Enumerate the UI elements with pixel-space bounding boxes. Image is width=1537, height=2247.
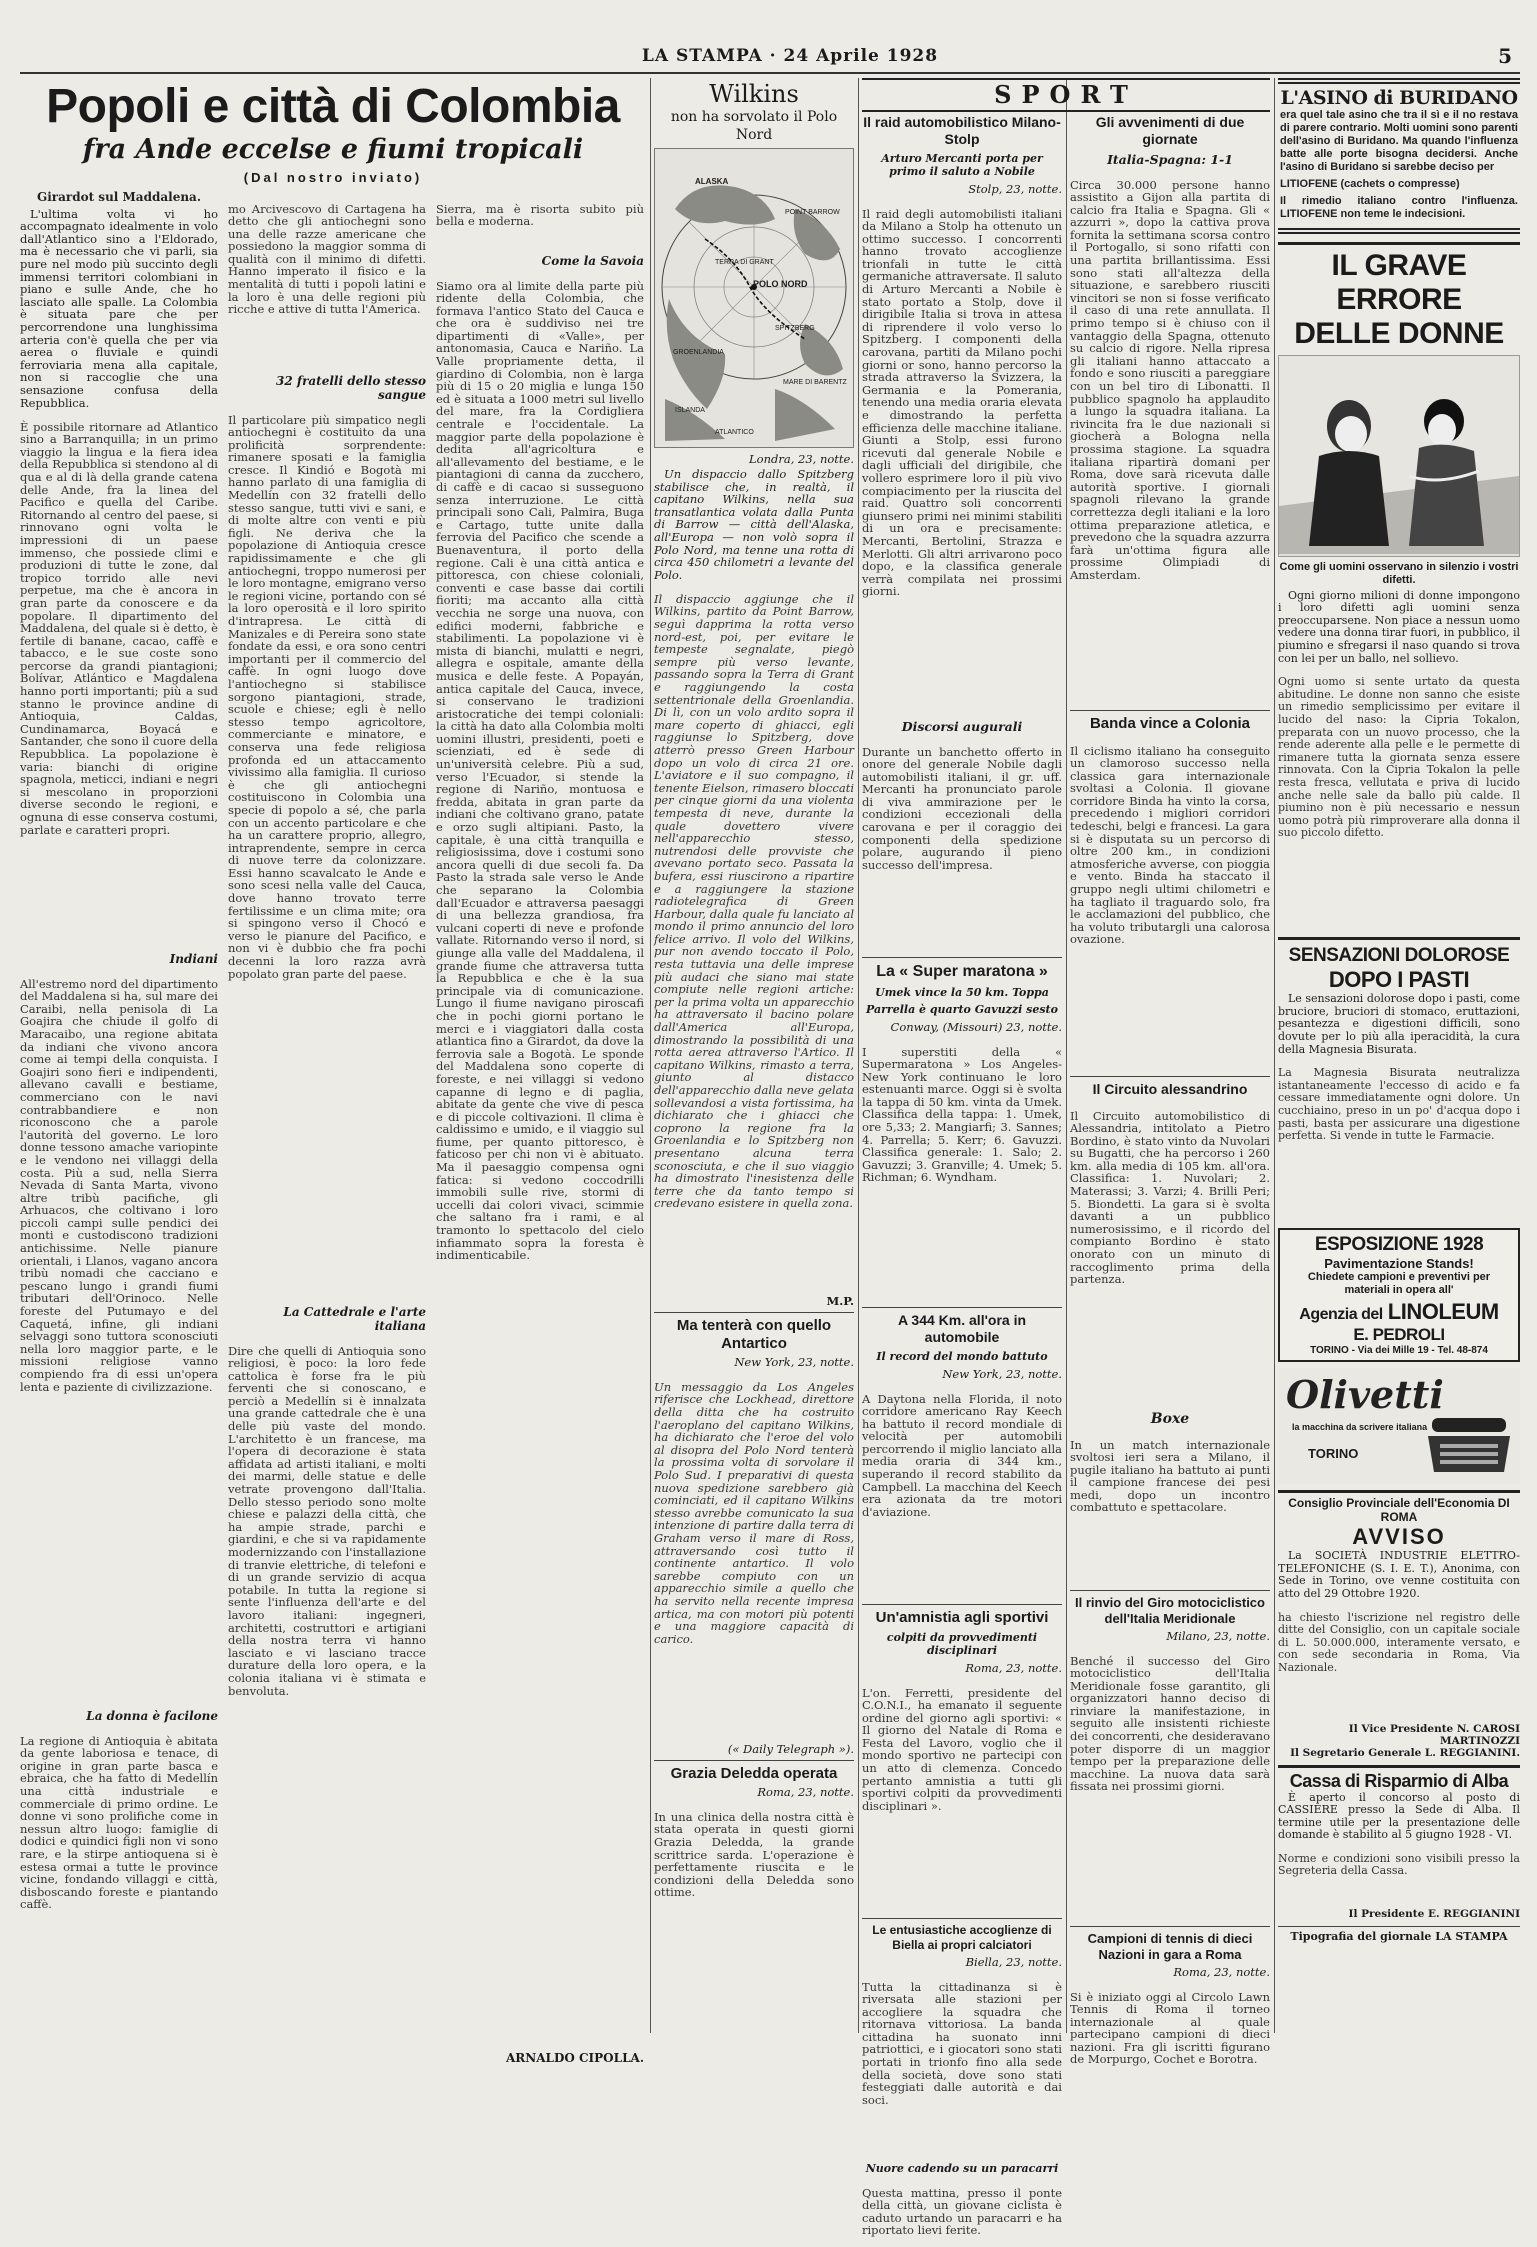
linoleum-prefix: Agenzia del xyxy=(1299,1306,1383,1324)
wilkins-column xyxy=(654,78,854,2038)
amnistia-text-block: L'on. Ferretti, presidente del C.O.N.I., ha emanato il seguente ordine del giorno agli sportivi: « Il giorno del Natale di Roma e Festa del Lavoro, voglio che il mondo sportivo ne partecipi con un atto di clemenza. Concedo pertanto amnistia a tutti gli sportivi colpiti da provvedimenti disciplinari ». xyxy=(862,1685,1062,1813)
raid-text-block: Il raid degli automobilisti italiani da Milano a Stolp ha ottenuto un ottimo successo. I concorrenti hanno trovato accoglienze trionfali in tutte le città germaniche attraversate. Il saluto di Arturo Mercanti a Nobile è stato portato a Stolp, dove il dirigibile Italia si trova in attesa di riprendere il volo verso lo Spitzberg. I componenti della carovana, partiti da Milano pochi giorni or sono, hanno percorso la strada attraverso la Svizzera, la Germania e la Pomerania, tenendo una media oraria elevata e dimostrando la perfetta efficienza delle macchine italiane. Giunti a Stolp, essi furono ricevuti dal generale Nobile e dagli ufficiali del dirigibile, che vollero esprimere loro il più vivo compiacimento per la riuscita del raid. Quattro soli concorrenti giunsero primi nei minimi stabiliti di un ora e precisamente: Mercanti, Bertolini, Strazza e Merlotti. Gli altri arrivarono poco dopo, e la classifica generale verrà compilata nei prossimi giorni. xyxy=(862,206,1062,599)
maratona-dateline: Conway, (Missouri) 23, notte. xyxy=(890,1020,1062,1034)
avviso-signature-2: Il Segretario Generale L. REGGIANINI. xyxy=(1290,1746,1520,1759)
sport-banner-text: SPORT xyxy=(994,80,1138,109)
ads-column xyxy=(1278,78,1520,2038)
couple-illustration xyxy=(1279,356,1519,554)
biella-text-block: Tutta la cittadinanza si è riversata alle stazioni per accogliere la squadra che ritornava vittoriosa. La banda cittadina ha suonato inni patriottici, e i giocatori sono stati portati in trionfo fino alla sede della società, dove sono stati festeggiati dalle autorità e dai soci. xyxy=(862,1979,1062,2107)
deledda-title: Grazia Deledda operata xyxy=(670,1765,838,1783)
article-title: Popoli e città di Colombia xyxy=(46,80,620,133)
consiglio-title: Consiglio Provinciale dell'Economia DI ROMA xyxy=(1288,1496,1510,1525)
antartico-text-block: Un messaggio da Los Angeles riferisce che Lockhead, direttore della ditta che ha costruito l'aeroplano del capitano Wilkins, ha dichiarato che l'eroe del volo al disopra del Polo Nord tenterà la prossima volta di sorvolare il Polo Sud. I preparativi di questa nuova spedizione sarebbero già cominciati, ed il capitano Wilkins stesso avrebbe comunicato la sua intenzione di partire dalla terra di Graham verso il mare di Ross, attraversando così tutto il continente antartico. Il volo sarebbe compiuto con un apparecchio simile a quello che ha servito nella recente impresa artica, ma con motori più potenti e una maggiore capacità di carico. xyxy=(654,1379,854,1646)
wilkins-subtitle: non ha sorvolato il Polo Nord xyxy=(670,109,838,143)
auto-dateline: New York, 23, notte. xyxy=(942,1367,1062,1381)
sport-column xyxy=(1070,114,1270,2067)
map-label-place: SPITZBERG xyxy=(775,325,815,332)
article-column xyxy=(20,191,218,2041)
antartico-signature: M.P. xyxy=(826,1294,854,1309)
banda-title: Banda vince a Colonia xyxy=(1089,715,1251,732)
section-heading: Indiani xyxy=(169,952,218,967)
linoleum-line xyxy=(1286,1299,1512,1325)
column-rule xyxy=(858,78,859,2033)
map-label-place: ISLANDA xyxy=(675,407,705,414)
amnistia-subtitle: colpiti da provvedimenti disciplinari xyxy=(886,1631,1038,1657)
article-body xyxy=(20,190,646,2065)
errore-text: Ogni giorno milioni di donne impongono i loro difetti agli uomini senza preoccuparsene. Non piace a nessun uomo vedere una donna tirar fuori, in pubblico, il piumino e sfregarsi il naso quando si trova con lei per un ballo, nel sollievo. xyxy=(1278,588,1520,665)
alba-title: Cassa di Risparmio di Alba xyxy=(1289,1770,1509,1791)
article-separator xyxy=(862,1604,1062,1605)
errore-text-block: Ogni uomo si sente urtato da questa abitudine. Le donne non sanno che esiste un rimedio semplicissimo per evitare il lucido del naso: la Cipria Tokalon, preparata con un nuovo processo, che la rende aderente alla pelle e le permette di rimanere tutta la giornata senza essere rinnovata. Con la Cipria Tokalon la pelle resta fresca, vellutata e priva di lucido anche nelle sale da ballo più calde. Il piumino non è più necessario e nessun uomo potrà più rimproverare alla donna il suo piccolo difetto. xyxy=(1278,675,1520,840)
asino-ad xyxy=(1278,78,1520,234)
auto-title: A 344 Km. all'ora in automobile xyxy=(897,1312,1027,1345)
deledda-dateline: Roma, 23, notte. xyxy=(757,1785,854,1800)
auto-subtitle: Il record del mondo battuto xyxy=(876,1350,1048,1363)
issue-date: 24 Aprile 1928 xyxy=(783,46,939,66)
avviso-text-block: ha chiesto l'iscrizione nel registro delle ditte del Consiglio, con un capitale sociale di L. 50.000.000, interamente versato, e con sede secondaria in Roma, Via Nazionale. xyxy=(1278,1610,1520,1674)
column-rule xyxy=(1274,78,1275,2033)
tennis-text-block: Si è iniziato oggi al Circolo Lawn Tennis di Roma il torneo internazionale al quale partecipano campioni di dieci nazioni. Fra gli iscritti figurano de Morpurgo, Cochet e Borotra. xyxy=(1070,1989,1270,2067)
article-subtitle: fra Ande eccelse e fiumi tropicali xyxy=(82,134,584,165)
antartico-dateline: New York, 23, notte. xyxy=(734,1355,854,1370)
article-separator xyxy=(862,1918,1062,1919)
giornate-text-block: Circa 30.000 persone hanno assistito a Gijon alla partita di calcio fra Italia e Spagna. Gli « azzurri », dopo la cattiva prova fornita la settimana scorsa contro il Portogallo, si sono rifatti con una partita brillantissima. Essi sono stati all'altezza della situazione, e sarebbero riusciti vincitori se non si fosse verificato il caso di una rete annullata. Il primo tempo si è chiuso con il vantaggio della Spagna, ottenuto su calcio di rigore. Nella ripresa gli italiani hanno attaccato a fondo e sono riusciti a pareggiare con un bel tiro di Libonatti. Il pubblico spagnolo ha applaudito a lungo la squadra italiana. La rivincita fra le due nazionali si giocherà a Bologna nella prossima stagione. La squadra italiana ripartirà domani per Roma, dove sarà ricevuta dalle autorità sportive. I giornali spagnoli rilevano la grande correttezza degli italiani e la loro ottima preparazione atletica, e prevedono che la squadra azzurra farà un'ottima figura alle prossime Olimpiadi di Amsterdam. xyxy=(1070,177,1270,582)
giro-dateline: Milano, 23, notte. xyxy=(1166,1629,1270,1643)
errore-title-1: IL GRAVE ERRORE xyxy=(1331,248,1467,316)
column-rule xyxy=(650,78,651,2033)
errore-caption: Come gli uomini osservano in silenzio i vostri difetti. xyxy=(1279,560,1519,586)
article-separator xyxy=(862,1307,1062,1308)
wilkins-text-block: Il dispaccio aggiunge che il Wilkins, partito da Point Barrow, seguì dapprima la rotta verso nord-est, poi, per evitare le tempeste segnalate, piegò sempre più verso levante, passando sopra la Terra di Grant e raggiungendo la costa settentrionale della Groenlandia. Di lì, con un volo ardito sopra il mare coperto di ghiacci, egli raggiunse lo Spitzberg, dove atterrò presso Green Harbour dopo un volo di circa 21 ore. L'aviatore e il suo compagno, il tenente Eielson, rimasero bloccati per cinque giorni da una violenta tempesta di neve, durante la quale dovettero vivere nell'apparecchio stesso, nutrendosi delle provviste che avevano portato seco. Passata la bufera, essi riuscirono a ripartire e a raggiungere la stazione radiotelegrafica di Green Harbour, dalla quale fu lanciato al mondo il primo annuncio del loro felice arrivo. Il volo del Wilkins, pur non avendo toccato il Polo, resta tuttavia una delle imprese più audaci che siano mai state compiute nelle regioni artiche: per la prima volta un apparecchio ha attraversato il bacino polare dall'America all'Europa, dimostrando la possibilità di una rotta aerea attraverso l'Artico. Il capitano Wilkins, rimasto a terra, giunto al distacco dell'apparecchio dalla neve gelata sollevandosi a vista fortissima, ha dichiarato che i ghiacci che coprono la regione fra la Groenlandia e lo Spitzberg non presentano alcuna terra sconosciuta, e che il suo viaggio ha dimostrato l'inesistenza delle terre che da tanto tempo si credevano esistere in quella zona. xyxy=(654,591,854,1211)
avviso-text: La SOCIETÀ INDUSTRIE ELETTRO-TELEFONICHE (S. I. E. T.), Anonima, con Sede in Torino, ove venne costituita con atto del 29 Ottobre 1920. xyxy=(1278,1549,1520,1600)
avviso-heading: AVVISO xyxy=(1352,1524,1446,1550)
article-signature: ARNALDO CIPOLLA. xyxy=(505,2051,644,2065)
circuito-title: Il Circuito alessandrino xyxy=(1092,1081,1248,1097)
linoleum-brand: LINOLEUM xyxy=(1387,1299,1499,1325)
circuito-text-block: Il Circuito automobilistico di Alessandria, intitolato a Pietro Bordino, è stato vinto da Nuvolari su Bugatti, che ha percorso i 260 km. alla media di 105 km. all'ora. Classifica: 1. Nuvolari; 2. Materassi; 3. Varzi; 4. Brilli Peri; 5. Biondetti. La gara si è svolta davanti a un pubblico numerosissimo, e il ricordo del compianto Bordino è stato onorato con un minuto di raccoglimento prima della partenza. xyxy=(1070,1108,1270,1287)
esposizione-subtitle-2: Chiedete campioni e preventivi per materiali in opera all' xyxy=(1307,1271,1491,1297)
errore-illustration xyxy=(1278,355,1520,557)
olivetti-city: TORINO xyxy=(1308,1446,1359,1462)
maratona-subtitle: Umek vince la 50 km. Toppa xyxy=(875,986,1049,999)
esposizione-title: ESPOSIZIONE 1928 xyxy=(1314,1234,1484,1256)
raid-title: Il raid automobilistico Milano-Stolp xyxy=(863,114,1061,147)
amnistia-title: Un'amnistia agli sportivi xyxy=(875,1609,1049,1626)
asino-text: era quel tale asino che tra il sì e il no restava di parere contrario. Molti uomini sono parenti dell'asino di Buridano. Ma quando l'influenza batte alle porte bisogna decidersi. Anche l'asino di Buridano si sarebbe deciso per xyxy=(1280,109,1518,173)
dolorose-title-2: DOPO I PASTI xyxy=(1328,967,1470,993)
antartico-title: Ma tenterà con quello Antartico xyxy=(676,1317,832,1353)
article-text-block: È possibile ritornare ad Atlantico sino a Barranquilla; in un primo viaggio la lingua e la fiera idea della Repubblica si stendono al di qua e al di là della grande catena delle Ande, fra la linea del Pacifico e quella del Caribe. Ritornando al centro del paese, si rinnovano ogni volta le impressioni di un paese immenso, che possiede climi e produzioni di tutte le zone, dal tropico torrido alle nevi perpetue, ma che è ancora in gran parte da conoscere e da popolare. Il dipartimento del Maddalena, del quale si è detto, è fertile di banane, cacao, caffè e tabacco, e le sue coste sono percorse da grandi piantagioni; Bolívar, Atlántico e Magdalena hanno porti importanti; più a sud stanno le province andine di Antioquia, Caldas, Cundinamarca, Boyacá e Santander, che sono il cuore della Repubblica. La popolazione è varia: bianchi di origine spagnola, meticci, indiani e negri si mescolano in proporzioni diverse secondo le regioni, e ognuna di esse conserva costumi, parlate e caratteri propri. xyxy=(20,419,218,837)
section-heading: La donna è facilone xyxy=(86,1709,218,1724)
article-text-block: Dire che quelli di Antioquia sono religiosi, è poco: la loro fede cattolica è forse fra le più ferventi che si conoscano, e perciò a Medellín si è innalzata una grande cattedrale che è una delle più vaste del mondo. L'architetto è un francese, ma l'opera di decorazione è stata affidata ad artisti italiani, e molti dei marmi, delle statue e delle vetrate provengono dall'Italia. Dello stesso periodo sono molte chiese e palazzi della città, che ha ampie strade, parchi e giardini, e che si va rapidamente modernizzando con l'installazione di tranvie elettriche, di telefoni e di un grande servizio di acqua potabile. In tutta la regione si sente l'influenza dell'arte e del lavoro italiani: ingegneri, architetti, costruttori e artigiani della nostra terra vi hanno lasciato e vi lasciano tracce durature della loro opera, e la colonia italiana vi è stimata e benvoluta. xyxy=(228,1343,426,1698)
section-heading: La Cattedrale e l'arte italiana xyxy=(283,1305,426,1333)
map-label-place: TERRA DI GRANT xyxy=(715,259,774,266)
avviso-signature: Il Vice Presidente N. CAROSI MARTINOZZI xyxy=(1348,1722,1520,1747)
wilkins-title: Wilkins xyxy=(709,80,799,108)
colombia-article xyxy=(20,78,646,2065)
antartico-credit: (« Daily Telegraph »). xyxy=(727,1742,854,1757)
olivetti-ad xyxy=(1278,1368,1520,1484)
article-separator xyxy=(1070,1076,1270,1077)
nuoto-heading: Nuore cadendo su un paracarri xyxy=(865,2162,1059,2175)
article-byline: (Dal nostro inviato) xyxy=(243,170,423,185)
polar-map-drawing xyxy=(655,149,853,447)
article-lead: L'ultima volta vi ho accompagnato idealmente in volo dall'Atlantico sino a l'Eldorado, ma è necessario che vi parli, sia pure nel modo più succinto degli immensi territori colombiani in piano e sulle Ande, che ho lasciato alle spalle. La Colombia è situata pare che per percorrendone una lunghissima arteria con'è quella che per via aerea o fluviale e quindi ferroviaria mena alla capitale, non si raccoglie che una sensazione confusa della Repubblica. xyxy=(20,206,218,410)
raid-dateline: Stolp, 23, notte. xyxy=(968,182,1062,196)
map-label-place: MARE DI BARENTZ xyxy=(783,379,847,386)
polar-map xyxy=(654,148,854,448)
article-text-block: mo Arcivescovo di Cartagena ha detto che gli antiochegni sono una delle razze americane che possiedono la maggior somma di qualità con il minimo di difetti. Hanno imperato il fisico e la mentalità di tutti i popoli latini e la loro è una delle regioni più ricche e attive di tutta l'America. xyxy=(228,201,426,317)
map-label-place: ALASKA xyxy=(695,177,729,186)
article-dateline: Girardot sul Maddalena. xyxy=(36,190,202,204)
errore-ad xyxy=(1278,242,1520,927)
sport-section xyxy=(862,78,1270,2238)
wilkins-lead: Un dispaccio dallo Spitzberg stabilisce che, in realtà, il capitano Wilkins, nella sua transatlantica volata dalla Punta di Barrow — città dell'Alaska, all'Europa — non volò sopra il Polo Nord, ma tenne una rotta di circa 450 chilometri a levante del Polo. xyxy=(654,467,854,582)
article-separator xyxy=(1070,1590,1270,1591)
giro-text-block: Benché il successo del Giro motociclistico dell'Italia Meridionale fosse garantito, gli organizzatori hanno deciso di rinviare la manifestazione, in seguito alle insistenti richieste dei concorrenti, che desideravano poter disporre di un maggior tempo per la preparazione delle macchine. La nuova data sarà fissata nei prossimi giorni. xyxy=(1070,1653,1270,1794)
biella-title: Le entusiastiche accoglienze di Biella ai propri calciatori xyxy=(872,1923,1052,1952)
dolorose-text: Le sensazioni dolorose dopo i pasti, come bruciore, bruciori di stomaco, eruttazioni, pesantezza e digestioni difficili, sono dovute per lo più alla iperacidità, la cura della Magnesia Bisurata. xyxy=(1278,992,1520,1056)
maratona-title: La « Super maratona » xyxy=(876,963,1048,980)
olivetti-tagline: la macchina da scrivere italiana xyxy=(1292,1422,1428,1433)
alba-text: È aperto il concorso al posto di CASSIERE presso la Sede di Alba. Il termine utile per la presentazione delle domande è stabilito al 5 giugno 1928 - VI. xyxy=(1278,1790,1520,1842)
article-text-block: Sierra, ma è risorta subito più bella e moderna. xyxy=(436,201,644,229)
asino-product: LITIOFENE (cachets o compresse) xyxy=(1280,178,1460,190)
pedroli-name: E. PEDROLI xyxy=(1353,1325,1445,1345)
maratona-subtitle-2: Parrella è quarto Gavuzzi sesto xyxy=(866,1003,1058,1016)
deledda-text-block: In una clinica della nostra città è stata operata in questi giorni Grazia Deledda, la grande scrittrice sarda. L'operazione è perfettamente riuscita e le condizioni della Deledda sono ottime. xyxy=(654,1809,854,1900)
olivetti-logo: Olivetti xyxy=(1286,1372,1444,1418)
sport-column xyxy=(862,114,1062,2238)
italia-spagna-heading: Italia-Spagna: 1-1 xyxy=(1107,152,1233,167)
article-column xyxy=(228,191,426,2041)
discorsi-heading: Discorsi augurali xyxy=(901,719,1023,734)
section-heading: Come la Savoia xyxy=(541,254,644,268)
esposizione-subtitle: Pavimentazione Stands! xyxy=(1324,1256,1474,1272)
biella-dateline: Biella, 23, notte. xyxy=(965,1955,1062,1969)
alba-signature: Il Presidente E. REGGIANINI xyxy=(1348,1907,1520,1920)
avviso-ad xyxy=(1278,1490,1520,1758)
typewriter-icon xyxy=(1424,1410,1514,1480)
article-separator xyxy=(654,1760,854,1761)
map-label-place: GROENLANDIA xyxy=(673,349,724,356)
banda-text-block: Il ciclismo italiano ha conseguito un clamoroso successo nella classica gara internazionale svoltasi a Colonia. Il giovane corridore Binda ha vinto la corsa, precedendo i migliori corridori tedeschi, belgi e francesi. La gara si è disputata su un percorso di oltre 200 km., in condizioni atmosferiche avverse, con pioggia e vento. Binda ha staccato il gruppo negli ultimi chilometri e ha tagliato il traguardo solo, fra le acclamazioni del pubblico, che ha voluto tributargli una calorosa ovazione. xyxy=(1070,743,1270,947)
boxe-heading: Boxe xyxy=(1150,1411,1190,1427)
asino-title: L'ASINO di BURIDANO xyxy=(1280,87,1518,109)
article-text-block: All'estremo nord del dipartimento del Maddalena si ha, sul mare dei Caraibi, nella penisola di La Goajira che chiude il golfo di Maracaibo, una regione abitata da indiani che vivono ancora come ai tempi della conquista. I Goajiri sono fieri e indipendenti, allevano cavalli e bestiame, commerciano con le navi contrabbandiere e non riconoscono che a parole l'autorità del governo. Le loro donne tessono amache variopinte e le vendono nei villaggi della costa. Più a sud, nella Sierra Nevada di Santa Marta, vivono altre tribù pacifiche, gli Arhuacos, che coltivano i loro piccoli campi sulle pendici dei monti e custodiscono tradizioni antichissime. Nelle pianure orientali, i Llanos, vagano ancora tribù nomadi che cacciano e pescano lungo i grandi fiumi tributari dell'Orinoco. Nelle foreste del Putumayo e del Caquetá, infine, gli indiani selvaggi sono tuttora sconosciuti nella loro maggior parte, e le missioni religiose vanno compiendo fra di essi un'opera lenta e paziente di civilizzazione. xyxy=(20,976,218,1394)
maratona-text-block: I superstiti della « Supermaratona » Los Angeles-New York continuano le loro estenuanti marce. Oggi si è svolta la tappa di 50 km. vinta da Umek. Classifica della tappa: 1. Umek, ore 5,33; 2. Mangiarfi; 3. Sannes; 4. Parrella; 5. Kerr; 6. Gavuzzi. Classifica generale: 1. Salo; 2. Gavuzzi; 3. Granville; 4. Umek; 5. Richman; 6. Wyndham. xyxy=(862,1044,1062,1185)
raid-subtitle: Arturo Mercanti porta per primo il saluto a Nobile xyxy=(881,152,1043,178)
dolorose-title-1: SENSAZIONI DOLOROSE xyxy=(1288,945,1510,967)
map-label-place: ATLANTICO xyxy=(715,429,754,436)
discorsi-text-block: Durante un banchetto offerto in onore del generale Nobile dagli automobilisti italiani, il gr. uff. Mercanti ha pronunciato parole di viva ammirazione per le condizioni eccezionali della carovana e per il coraggio dei componenti della spedizione polare, augurando il pieno successo dell'impresa. xyxy=(862,744,1062,872)
article-text-block: Il particolare più simpatico negli antiochegni è costituito da una prolificità sorprendente: rimanere sposati e la famiglia cresce. Il Kindió e Bogotà mi hanno parlato di una famiglia di Medellín con 32 fratelli dello stesso sangue, tutti vivi e sani, e di molte altre con venti e più figli. Ne deriva che la popolazione di Antioquia cresce rapidissimamente e che gli antiochegni, troppo numerosi per le loro montagne, emigrano verso le regioni vicine, portando con sé la loro operosità e il loro spirito d'intrapresa. Le città di Manizales e di Pereira sono state fondate da essi, e ora sono centri importanti per il commercio del caffè. In ogni luogo dove l'antiochegno si stabilisce sorgono piantagioni, strade, scuole e chiese; egli è nello stesso tempo agricoltore, commerciante e minatore, e conserva una fede religiosa profonda ed un attaccamento vivissimo alla famiglia. Il curioso è che gli antiochegni costituiscono in Colombia una specie di popolo a sé, che parla con un accento particolare e che ha un carattere proprio, allegro, intraprendente, sempre in cerca di nuove terre da colonizzare. Essi hanno scavalcato le Ande e sono scesi nella valle del Cauca, dove hanno trovato terre fertilissime e un clima mite; ora si spingono verso il Chocó e verso le pianure del Pacifico, e non vi è dubbio che fra pochi decenni la loro razza avrà popolato gran parte del paese. xyxy=(228,412,426,981)
tennis-title: Campioni di tennis di dieci Nazioni in gara a Roma xyxy=(1087,1931,1253,1962)
map-label-pole: POLO NORD xyxy=(753,279,808,289)
giro-title: Il rinvio del Giro motociclistico dell'Italia Meridionale xyxy=(1075,1595,1265,1626)
sport-banner xyxy=(862,78,1270,112)
article-separator xyxy=(654,1312,854,1313)
article-separator xyxy=(1070,710,1270,711)
pedroli-address: TORINO - Via dei Mille 19 - Tel. 48-874 xyxy=(1310,1345,1488,1357)
article-text-block: Siamo ora al limite della parte più ridente della Colombia, che formava l'antico Stato del Cauca e che ora è suddiviso nei tre dipartimenti di «Valle», per antonomasia, Cauca e Nariño. La Valle propriamente detta, il giardino di Colombia, non è larga più di 15 o 20 miglia e lunga 150 ed è situata a 1000 metri sul livello del mare, fra la Cordigliera centrale e l'occidentale. La maggior parte della popolazione è dedita all'agricoltura e all'allevamento del bestiame, e le piantagioni di canna da zucchero, di caffè e di cacao si susseguono senza interruzione. Le città principali sono Cali, Palmira, Buga e Cartago, tutte unite dalla ferrovia del Pacifico che scende a Buenaventura, il porto della regione. Cali è una città antica e pittoresca, con chiese coloniali, conventi e case basse dai cortili fioriti; ma accanto alla città vecchia ne sorge una nuova, con edifici moderni, fabbriche e stabilimenti. La popolazione vi è mista di bianchi, mulatti e negri, allegra e ospitale, amante della musica e delle feste. A Popayán, antica capitale del Cauca, invece, si conservano le tradizioni aristocratiche dei tempi coloniali: la città ha dato alla Colombia molti uomini illustri, presidenti, poeti e scienziati, ed è sede di un'università celebre. Più a sud, verso l'Ecuador, si stende la regione di Nariño, montuosa e fredda, abitata in gran parte da indiani che coltivano grano, patate e orzo sugli altipiani. Pasto, la capitale, è una città tranquilla e religiosissima, dove i costumi sono ancora quelli di due secoli fa. Da Pasto la strada sale verso le Ande che separano la Colombia dall'Ecuador e attraversa paesaggi di una bellezza grandiosa, fra vulcani coperti di neve e profonde vallate. Ritornando verso il nord, si giunge alla valle del Maddalena, il grande fiume che attraversa tutta la Repubblica e che è la sua principale via di comunicazione. Lungo il fiume navigano piroscafi che in pochi giorni portano le merci e i viaggiatori dalla costa atlantica fino a Girardot, da dove la ferrovia sale a Bogotà. Le sponde del Maddalena sono coperte di foreste, e nei villaggi si vedono capanne di legno e di paglia, abitate da gente che vive di pesca e di piccole coltivazioni. Il clima è caldissimo e umido, e il viaggio sul fiume, per quanto pittoresco, è faticoso per chi non vi è abituato. Ma il paesaggio compensa ogni fatica: si vedono coccodrilli immobili sulle rive, stormi di uccelli dai colori vivaci, scimmie che saltano fra i rami, e al tramonto lo spettacolo del cielo infiammato sopra la foresta è indimenticabile. xyxy=(436,278,644,1263)
tipografia-line: Tipografia del giornale LA STAMPA xyxy=(1278,1926,1520,1943)
section-heading: 32 fratelli dello stesso sangue xyxy=(276,374,426,402)
article-separator xyxy=(862,957,1062,958)
page-header xyxy=(20,44,1520,70)
article-separator xyxy=(1070,1926,1270,1927)
alba-ad xyxy=(1278,1765,1520,1920)
alba-text-block: Norme e condizioni sono visibili presso la Segreteria della Cassa. xyxy=(1278,1851,1520,1878)
map-label-place: POINT BARROW xyxy=(785,209,840,216)
wilkins-dateline: Londra, 23, notte. xyxy=(749,452,854,466)
page-number: 5 xyxy=(1498,44,1512,68)
tennis-dateline: Roma, 23, notte. xyxy=(1173,1965,1270,1979)
article-column xyxy=(436,191,644,2065)
masthead-date: LA STAMPA · 24 Aprile 1928 xyxy=(641,46,939,66)
esposizione-ad xyxy=(1278,1228,1520,1362)
article-text-block: La regione di Antioquia è abitata da gente laboriosa e tenace, di origine in gran parte basca e ebraica, che ha fatto di Medellín una città industriale e commerciale di primo ordine. Le donne vi sono prolifiche come in nessun altro luogo: famiglie di dodici e quindici figli non vi sono rare, e la stirpe antioquena si è estesa ormai a tutte le province vicine, fondando villaggi e città, disboscando foreste e piantando caffè. xyxy=(20,1733,218,1912)
amnistia-dateline: Roma, 23, notte. xyxy=(965,1661,1062,1675)
header-rule xyxy=(20,72,1520,74)
boxe-text-block: In un match internazionale svoltosi ieri sera a Milano, il pugile italiano ha battuto ai punti il campione francese dei pesi medi, dopo un incontro combattuto e spettacolare. xyxy=(1070,1437,1270,1515)
giornate-title: Gli avvenimenti di due giornate xyxy=(1095,114,1245,147)
errore-title-2: DELLE DONNE xyxy=(1294,316,1504,350)
auto-text-block: A Daytona nella Florida, il noto corridore americano Ray Keech ha battuto il record mondiale di velocità per automobili percorrendo il miglio lanciato alla media oraria di 344 km., superando il record stabilito da Campbell. La macchina del Keech era azionata da tre motori d'aviazione. xyxy=(862,1391,1062,1519)
dolorose-text-block: La Magnesia Bisurata neutralizza istantaneamente l'eccesso di acido e fa cessare immediatamente ogni dolore. Un cucchiaino, preso in un po' d'acqua dopo i pasti, basta per assicurare una digestione perfetta. Si vende in tutte le Farmacie. xyxy=(1278,1066,1520,1143)
dolorose-ad xyxy=(1278,937,1520,1217)
masthead-title: LA STAMPA xyxy=(641,46,763,66)
asino-tail: Il rimedio italiano contro l'influenza. LITIOFENE non teme le indecisioni. xyxy=(1280,194,1518,220)
nuoto-text-block: Questa mattina, presso il ponte della città, un giovane ciclista è caduto urtando un paracarri e ha riportato lievi ferite. xyxy=(862,2185,1062,2238)
